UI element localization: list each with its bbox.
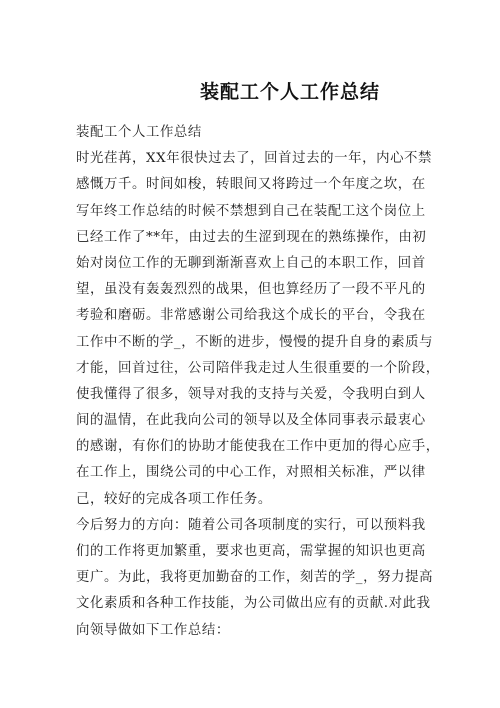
text-line: 时光荏苒，XX年很快过去了，回首过去的一年，内心不禁 bbox=[76, 151, 433, 167]
text-line: 写年终工作总结的时候不禁想到自己在装配工这个岗位上 bbox=[76, 203, 426, 219]
text-line: 才能，回首过往，公司陪伴我走过人生很重要的一个阶段， bbox=[76, 360, 440, 376]
text-line: 考验和磨砺。非常感谢公司给我这个成长的平台，令我在 bbox=[76, 308, 426, 324]
document-body bbox=[76, 120, 440, 644]
text-line: 更广。为此，我将更加勤奋的工作，刻苦的学_，努力提高 bbox=[76, 570, 434, 586]
text-line: 向领导做如下工作总结： bbox=[76, 622, 230, 638]
text-line: 间的温情，在此我向公司的领导以及全体同事表示最衷心 bbox=[76, 413, 426, 429]
text-line: 感慨万千。时间如梭，转眼间又将跨过一个年度之坎，在 bbox=[76, 177, 426, 193]
text-line: 望，虽没有轰轰烈烈的战果，但也算经历了一段不平凡的 bbox=[76, 282, 426, 298]
text-line: 己，较好的完成各项工作任务。 bbox=[76, 491, 272, 507]
document-title: 装配工个人工作总结 bbox=[199, 81, 380, 103]
text-line: 今后努力的方向：随着公司各项制度的实行，可以预料我 bbox=[76, 517, 426, 533]
text-line: 们的工作将更加繁重，要求也更高，需掌握的知识也更高 bbox=[76, 544, 426, 559]
text-line: 工作中不断的学_，不断的进步，慢慢的提升自身的素质与 bbox=[76, 334, 434, 350]
text-line: 已经工作了**年，由过去的生涩到现在的熟练操作，由初 bbox=[76, 229, 427, 245]
text-line: 使我懂得了很多，领导对我的支持与关爱，令我明白到人 bbox=[76, 386, 426, 402]
text-line: 的感谢，有你们的协助才能使我在工作中更加的得心应手， bbox=[76, 439, 440, 455]
text-line: 始对岗位工作的无聊到渐渐喜欢上自己的本职工作，回首 bbox=[76, 255, 426, 271]
text-line: 在工作上，围绕公司的中心工作，对照相关标准，严以律 bbox=[76, 465, 426, 481]
text-line: 装配工个人工作总结 bbox=[76, 125, 202, 140]
text-line: 文化素质和各种工作技能，为公司做出应有的贡献.对此我 bbox=[76, 596, 431, 612]
